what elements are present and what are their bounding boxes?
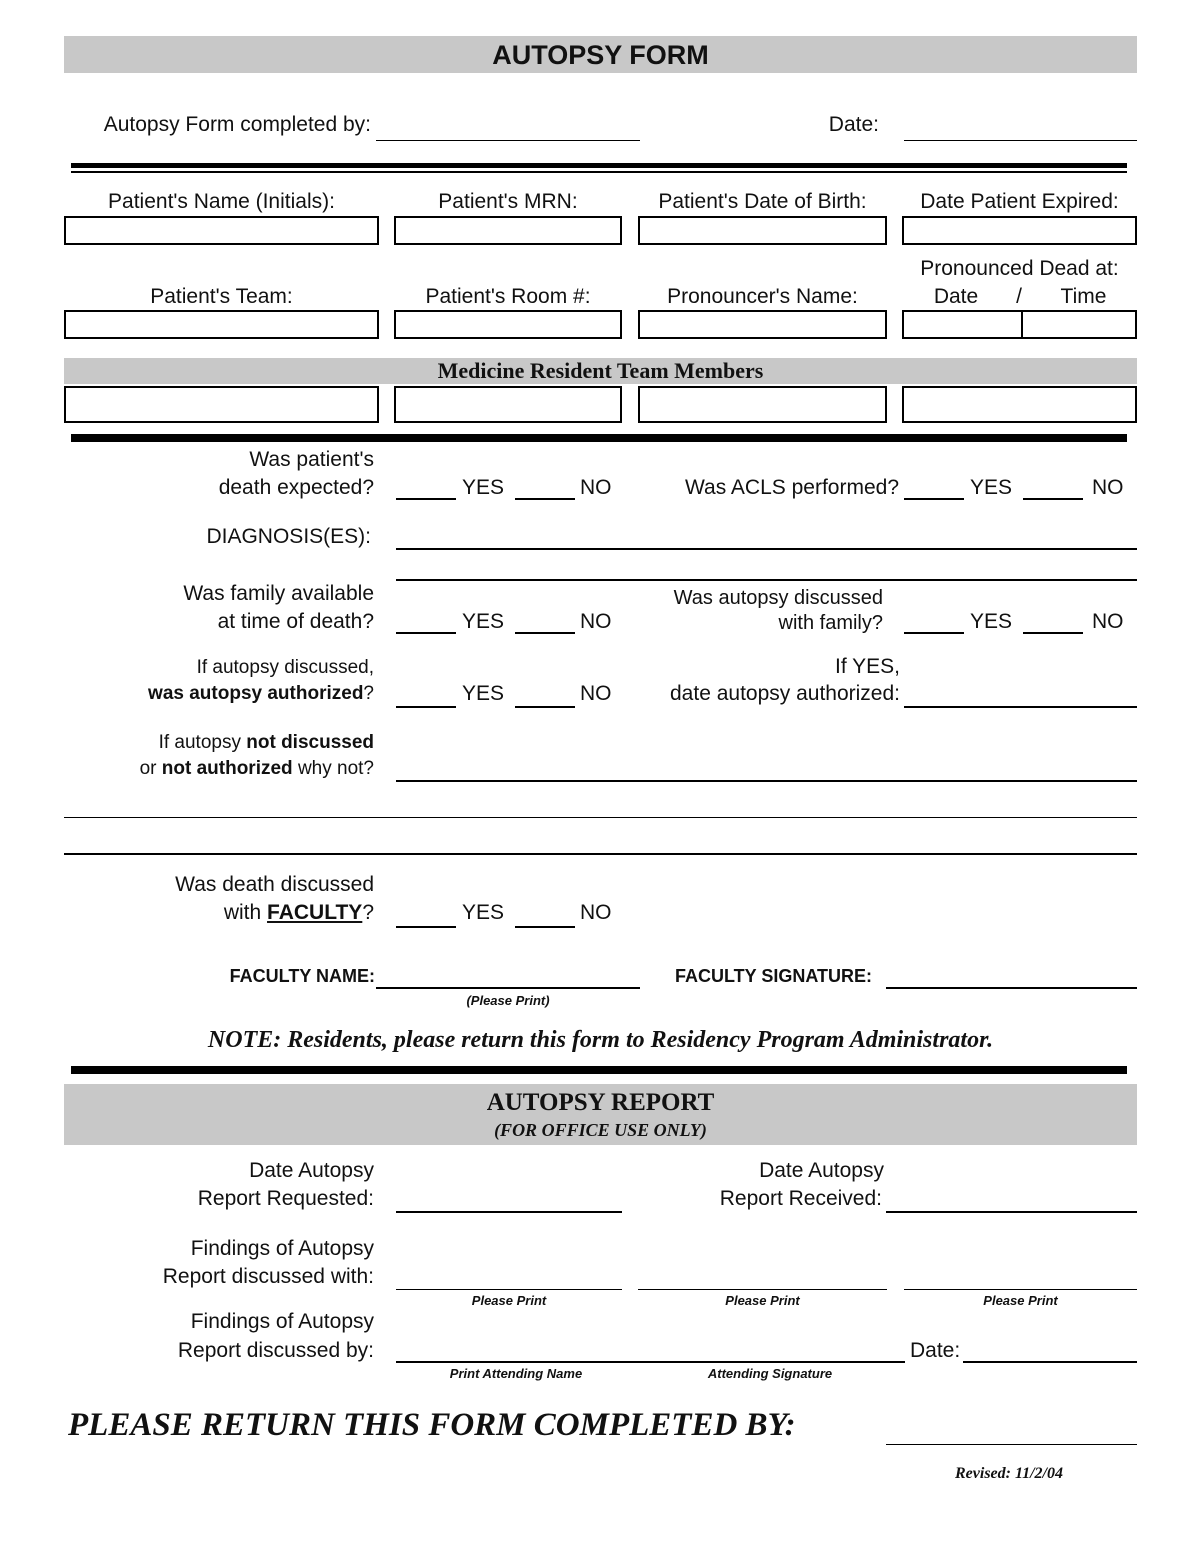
faculty-please-print: (Please Print) <box>466 993 550 1008</box>
family-yes-label: YES <box>462 610 505 633</box>
team-member-3-input[interactable] <box>638 386 887 423</box>
why-not-not-discussed: not discussed <box>246 732 374 753</box>
faculty-with: with <box>223 901 268 924</box>
discussed-by-date-field[interactable] <box>963 1361 1137 1363</box>
date-field[interactable] <box>904 140 1137 141</box>
faculty-yes-label: YES <box>462 901 505 924</box>
completed-by-label: Autopsy Form completed by: <box>103 113 371 136</box>
discussed-by-date-label: Date: <box>910 1339 961 1362</box>
why-not-not-authorized: not authorized <box>161 758 293 779</box>
patient-room-label: Patient's Room #: <box>425 285 591 308</box>
diagnoses-label: DIAGNOSIS(ES): <box>206 525 371 548</box>
patient-room-input[interactable] <box>394 310 622 339</box>
death-expected-label-1: Was patient's <box>249 448 374 471</box>
team-heading: Medicine Resident Team Members <box>437 358 764 383</box>
death-expected-yes-blank[interactable] <box>396 498 456 500</box>
autopsy-authorized-qmark: ? <box>363 683 374 704</box>
return-note: NOTE: Residents, please return this form to Residency Program Administrator. <box>207 1027 994 1053</box>
thick-rule-1 <box>71 434 1127 442</box>
date-authorized-field[interactable] <box>904 706 1137 708</box>
report-received-label-1: Date Autopsy <box>759 1159 884 1182</box>
discussed-by-field[interactable] <box>396 1361 905 1363</box>
team-member-2-input[interactable] <box>394 386 622 423</box>
thick-rule-2 <box>71 1066 1127 1074</box>
authorized-yes-label: YES <box>462 682 505 705</box>
pronounced-dead-label: Pronounced Dead at: <box>920 257 1119 280</box>
pronounced-time-input[interactable] <box>1021 310 1137 339</box>
patient-team-label: Patient's Team: <box>150 285 293 308</box>
why-not-prefix: If autopsy <box>158 732 247 753</box>
please-print-2: Please Print <box>725 1293 800 1308</box>
return-completed-by: PLEASE RETURN THIS FORM COMPLETED BY: <box>68 1407 796 1443</box>
pronounced-separator: / <box>1016 285 1022 308</box>
print-attending-name: Print Attending Name <box>449 1366 583 1381</box>
why-not-suffix: why not? <box>292 758 374 779</box>
team-member-1-input[interactable] <box>64 386 379 423</box>
why-not-label-2 <box>40 756 374 782</box>
date-authorized-label: date autopsy authorized: <box>670 682 900 705</box>
discussed-with-field-1[interactable] <box>396 1289 622 1290</box>
faculty-yes-blank[interactable] <box>396 926 456 928</box>
authorized-yes-blank[interactable] <box>396 706 456 708</box>
please-print-1: Please Print <box>471 1293 547 1308</box>
report-requested-label-1: Date Autopsy <box>249 1159 374 1182</box>
pronounced-date-input[interactable] <box>902 310 1024 339</box>
date-label: Date: <box>828 113 879 136</box>
acls-label: Was ACLS performed? <box>685 476 899 499</box>
double-rule-bottom <box>71 171 1127 173</box>
report-received-label-2: Report Received: <box>719 1187 882 1210</box>
if-yes-label: If YES, <box>835 655 900 678</box>
autopsy-discussed-yes-label: YES <box>970 610 1013 633</box>
discussed-by-label-2: Report discussed by: <box>177 1339 374 1362</box>
death-expected-label-2: death expected? <box>218 476 374 499</box>
why-not-or: or <box>139 758 162 779</box>
patient-dob-label: Patient's Date of Birth: <box>658 190 867 213</box>
discussed-by-label-1: Findings of Autopsy <box>190 1310 374 1333</box>
why-not-line-1[interactable] <box>396 780 1137 782</box>
discussed-with-field-3[interactable] <box>904 1289 1137 1290</box>
acls-yes-label: YES <box>970 476 1013 499</box>
patient-name-input[interactable] <box>64 216 379 245</box>
family-no-label: NO <box>580 610 612 633</box>
why-not-line-2[interactable] <box>64 817 1137 818</box>
autopsy-discussed-label-1: Was autopsy discussed <box>673 587 883 609</box>
acls-no-blank[interactable] <box>1023 498 1083 500</box>
family-available-label-2: at time of death? <box>217 610 374 633</box>
page-title: AUTOPSY FORM <box>492 40 709 70</box>
patient-mrn-input[interactable] <box>394 216 622 245</box>
faculty-signature-field[interactable] <box>886 987 1137 989</box>
acls-yes-blank[interactable] <box>904 498 964 500</box>
discussed-with-label-2: Report discussed with: <box>162 1265 374 1288</box>
autopsy-discussed-label-2: with family? <box>778 612 883 634</box>
faculty-discussed-label-1: Was death discussed <box>175 873 374 896</box>
family-yes-blank[interactable] <box>396 632 456 634</box>
return-by-field[interactable] <box>886 1444 1137 1445</box>
discussed-with-label-1: Findings of Autopsy <box>190 1237 374 1260</box>
faculty-word: FACULTY <box>267 901 363 924</box>
pronounced-date-label: Date <box>933 285 979 308</box>
why-not-line-3[interactable] <box>64 853 1137 855</box>
pronounced-time-label: Time <box>1060 285 1107 308</box>
pronouncer-name-label: Pronouncer's Name: <box>667 285 858 308</box>
date-expired-label: Date Patient Expired: <box>920 190 1119 213</box>
faculty-signature-label: FACULTY SIGNATURE: <box>675 966 872 986</box>
please-print-3: Please Print <box>983 1293 1058 1308</box>
diagnoses-line-2[interactable] <box>396 579 1137 581</box>
report-requested-label-2: Report Requested: <box>197 1187 374 1210</box>
revised-date: Revised: 11/2/04 <box>955 1465 1063 1482</box>
autopsy-discussed-no-blank[interactable] <box>1023 632 1083 634</box>
patient-dob-input[interactable] <box>638 216 887 245</box>
death-expected-no-label: NO <box>580 476 612 499</box>
death-expected-no-blank[interactable] <box>515 498 575 500</box>
report-received-field[interactable] <box>886 1211 1137 1213</box>
death-expected-yes-label: YES <box>462 476 505 499</box>
faculty-discussed-label-2 <box>40 900 374 926</box>
acls-no-label: NO <box>1092 476 1124 499</box>
faculty-qmark: ? <box>362 901 374 924</box>
autopsy-discussed-yes-blank[interactable] <box>904 632 964 634</box>
authorized-no-blank[interactable] <box>515 706 575 708</box>
patient-mrn-label: Patient's MRN: <box>438 190 578 213</box>
patient-team-input[interactable] <box>64 310 379 339</box>
report-subheading: (FOR OFFICE USE ONLY) <box>494 1120 707 1140</box>
autopsy-discussed-no-label: NO <box>1092 610 1124 633</box>
double-rule-top <box>71 163 1127 168</box>
diagnoses-line-1[interactable] <box>396 548 1137 550</box>
family-available-label-1: Was family available <box>183 582 374 605</box>
report-requested-field[interactable] <box>396 1211 622 1213</box>
attending-signature: Attending Signature <box>707 1366 833 1381</box>
faculty-no-label: NO <box>580 901 612 924</box>
autopsy-authorized-label-1: If autopsy discussed, <box>196 657 374 678</box>
why-not-label-1 <box>40 730 374 756</box>
faculty-name-label: FACULTY NAME: <box>229 966 375 986</box>
team-member-4-input[interactable] <box>902 386 1137 423</box>
autopsy-authorized-bold: was autopsy authorized <box>148 683 364 704</box>
discussed-with-field-2[interactable] <box>638 1289 887 1290</box>
faculty-no-blank[interactable] <box>515 926 575 928</box>
autopsy-authorized-label-2 <box>40 681 374 707</box>
authorized-no-label: NO <box>580 682 612 705</box>
patient-name-label: Patient's Name (Initials): <box>108 190 335 213</box>
pronouncer-name-input[interactable] <box>638 310 887 339</box>
completed-by-field[interactable] <box>376 140 640 141</box>
date-expired-input[interactable] <box>902 216 1137 245</box>
faculty-name-field[interactable] <box>376 987 640 989</box>
family-no-blank[interactable] <box>515 632 575 634</box>
report-heading: AUTOPSY REPORT <box>486 1089 715 1116</box>
